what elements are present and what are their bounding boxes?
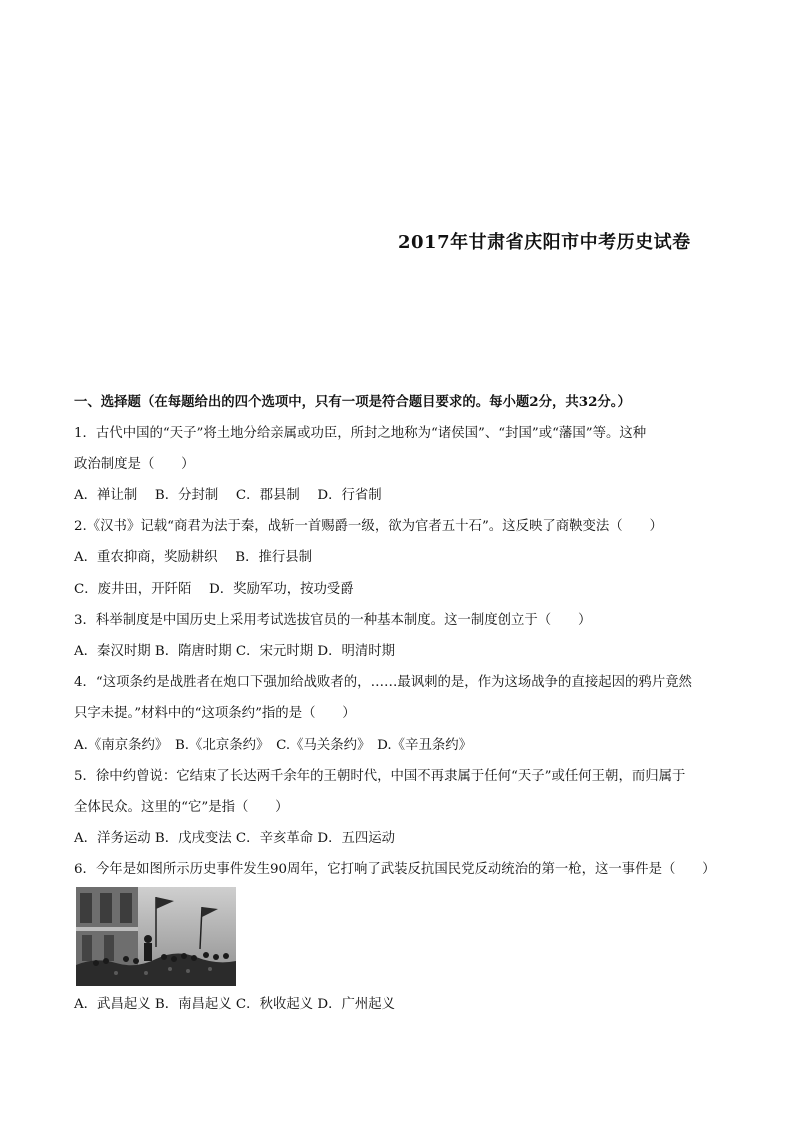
question-1-line-2: 政治制度是（ ）	[74, 457, 195, 472]
question-1-options: A．禅让制 B．分封制 C．郡县制 D．行省制	[74, 488, 382, 503]
question-5-line-1: 5．徐中约曾说：它结束了长达两千余年的王朝时代，中国不再隶属于任何“天子”或任何王朝，而归属于	[74, 769, 686, 784]
question-4-options: A.《南京条约》 B.《北京条约》 C.《马关条约》 D.《辛丑条约》	[74, 738, 473, 753]
question-2-options-1: A．重农抑商，奖励耕织 B．推行县制	[74, 550, 313, 565]
question-5-options: A．洋务运动 B．戊戌变法 C．辛亥革命 D．五四运动	[74, 831, 396, 846]
question-6-options: A．武昌起义 B．南昌起义 C．秋收起义 D．广州起义	[74, 997, 396, 1012]
question-2-line-1: 2.《汉书》记载“商君为法于秦，战斩一首赐爵一级，欲为官者五十石”。这反映了商鞅变法（ ）	[74, 519, 663, 534]
question-5-line-2: 全体民众。这里的“它”是指（ ）	[74, 800, 289, 815]
page-title: 2017年甘肃省庆阳市中考历史试卷	[398, 232, 691, 253]
question-4-line-2: 只字未提。”材料中的“这项条约”指的是（ ）	[74, 706, 356, 721]
question-2-options-2: C．废井田，开阡陌 D．奖励军功，按功受爵	[74, 582, 354, 597]
question-6-line-1: 6．今年是如图所示历史事件发生90周年，它打响了武装反抗国民党反动统治的第一枪，这一事件是（ ）	[74, 862, 716, 877]
historical-event-photo	[76, 887, 236, 986]
section-heading: 一、选择题（在每题给出的四个选项中，只有一项是符合题目要求的。每小题2分，共32分。）	[74, 394, 631, 410]
question-3-line-1: 3．科举制度是中国历史上采用考试选拔官员的一种基本制度。这一制度创立于（ ）	[74, 613, 592, 628]
question-1-line-1: 1．古代中国的“天子”将土地分给亲属或功臣，所封之地称为“诸侯国”、“封国”或“藩国”等。这种	[74, 426, 647, 441]
question-4-line-1: 4．“这项条约是战胜者在炮口下强加给战败者的，……最讽刺的是，作为这场战争的直接起因的鸦片竟然	[74, 675, 692, 690]
question-3-options: A．秦汉时期 B．隋唐时期 C．宋元时期 D．明清时期	[74, 644, 396, 659]
